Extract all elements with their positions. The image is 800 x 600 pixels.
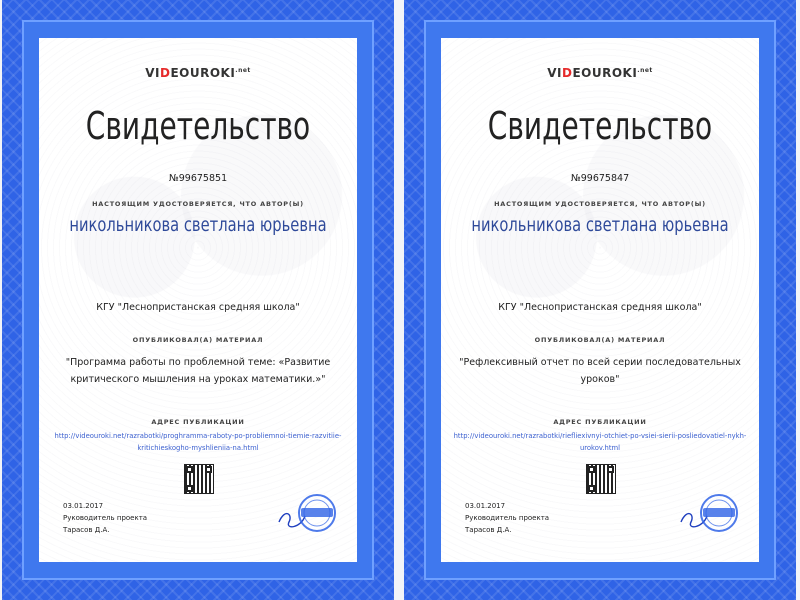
certifies-caption: НАСТОЯЩИМ УДОСТОВЕРЯЕТСЯ, ЧТО АВТОР(Ы) bbox=[494, 200, 706, 208]
certificate-left bbox=[2, 0, 394, 600]
certificate-paper bbox=[441, 38, 759, 562]
certificate-number: №99675847 bbox=[570, 173, 630, 184]
certificate-frame bbox=[22, 20, 374, 580]
publication-link[interactable]: http://videouroki.net/razrabotki/riefliexivnyi-otchiet-po-vsiei-sierii-posliedovatiel-nykh-urokov.html bbox=[453, 432, 747, 452]
stamp-signature-icon bbox=[677, 488, 741, 538]
school-name: КГУ "Леснопристанская средняя школа" bbox=[96, 302, 300, 313]
certificate-paper bbox=[39, 38, 357, 562]
signer-role: Руководитель проекта bbox=[63, 514, 148, 522]
certificate-frame bbox=[424, 20, 776, 580]
signer-name: Тарасов Д.А. bbox=[465, 526, 512, 534]
qr-code bbox=[184, 464, 214, 494]
certificate-number: №99675851 bbox=[168, 173, 228, 184]
signer-role: Руководитель проекта bbox=[465, 514, 550, 522]
certifies-caption: НАСТОЯЩИМ УДОСТОВЕРЯЕТСЯ, ЧТО АВТОР(Ы) bbox=[92, 200, 304, 208]
address-caption: АДРЕС ПУБЛИКАЦИИ bbox=[553, 418, 647, 426]
address-caption: АДРЕС ПУБЛИКАЦИИ bbox=[151, 418, 245, 426]
certificate-footer bbox=[63, 500, 147, 536]
videouroki-logo: $VIDEOUROKI^{.net}$ bbox=[547, 66, 653, 80]
signer-name: Тарасов Д.А. bbox=[63, 526, 110, 534]
certificate-right bbox=[404, 0, 796, 600]
published-caption: ОПУБЛИКОВАЛ(А) МАТЕРИАЛ bbox=[132, 336, 264, 344]
author-name: никольникова светлана юрьевна bbox=[471, 214, 729, 236]
issue-date: 03.01.2017 bbox=[63, 502, 104, 510]
author-name: никольникова светлана юрьевна bbox=[69, 214, 327, 236]
certificate-title: Свидетельство bbox=[487, 104, 713, 148]
material-title: "Рефлексивный отчет по всей серии последовательных уроков" bbox=[459, 357, 741, 385]
stamp-signature-icon bbox=[275, 488, 339, 538]
school-name: КГУ "Леснопристанская средняя школа" bbox=[498, 302, 702, 313]
certificate-title: Свидетельство bbox=[85, 104, 311, 148]
publication-link[interactable]: http://videouroki.net/razrabotki/proghramma-raboty-po-probliemnoi-tiemie-razvitiie-kritichieskogho-myshlieniia-na.html bbox=[54, 432, 342, 452]
certificate-footer bbox=[465, 500, 549, 536]
videouroki-logo: $VIDEOUROKI^{.net}$ bbox=[145, 66, 251, 80]
material-title: "Программа работы по проблемной теме: «Развитие критического мышления на уроках математики.»" bbox=[65, 357, 331, 385]
published-caption: ОПУБЛИКОВАЛ(А) МАТЕРИАЛ bbox=[534, 336, 666, 344]
qr-code bbox=[586, 464, 616, 494]
issue-date: 03.01.2017 bbox=[465, 502, 506, 510]
